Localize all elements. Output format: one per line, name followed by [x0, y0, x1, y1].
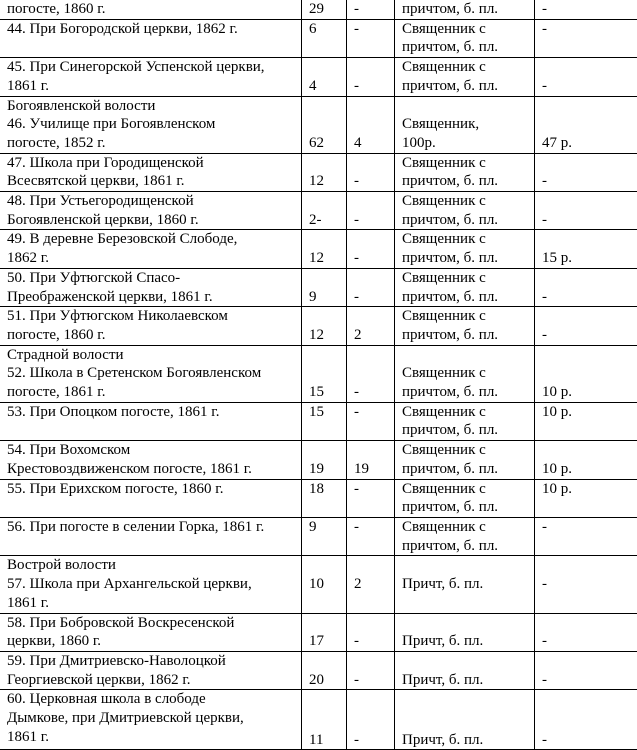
pupils-cell: 9	[302, 517, 347, 555]
table-row	[0, 441, 637, 479]
school-name-cell-line: 1861 г.	[7, 594, 297, 613]
pupils-cell: 12	[302, 230, 347, 268]
school-name-cell-line: 55. При Ерихском погосте, 1860 г.	[7, 480, 297, 499]
teacher-cell-line: причтом, б. пл.	[402, 537, 530, 556]
table-row	[0, 268, 637, 306]
teacher-cell	[395, 441, 535, 479]
school-name-cell-line: Георгиевской церкви, 1862 г.	[7, 671, 297, 690]
pupils-cell: 4	[302, 58, 347, 96]
school-name-cell	[0, 613, 302, 651]
teacher-cell-line: Священник с	[402, 403, 530, 422]
girls-cell: 19	[347, 441, 395, 479]
school-name-cell	[0, 441, 302, 479]
pupils-cell: 18	[302, 479, 347, 517]
table-row	[0, 517, 637, 555]
girls-cell: -	[347, 268, 395, 306]
table-row	[0, 230, 637, 268]
teacher-cell-line: Причт, б. пл.	[402, 575, 530, 594]
pay-cell: 10 р.	[535, 479, 637, 517]
girls-cell: -	[347, 230, 395, 268]
school-name-cell	[0, 268, 302, 306]
girls-cell: -	[347, 479, 395, 517]
girls-cell: -	[347, 690, 395, 750]
school-name-cell-line: 1861 г.	[7, 77, 297, 96]
pay-cell: -	[535, 153, 637, 191]
girls-cell: 2	[347, 307, 395, 345]
pay-cell: -	[535, 517, 637, 555]
table-row	[0, 153, 637, 191]
school-name-cell-line: Богоявленской волости	[7, 97, 297, 116]
teacher-cell	[395, 479, 535, 517]
table-row	[0, 402, 637, 440]
teacher-cell-line: Священник с	[402, 307, 530, 326]
school-name-cell-line: 54. При Вохомском	[7, 441, 297, 460]
school-name-cell	[0, 0, 302, 19]
school-name-cell-line: Страдной волости	[7, 346, 297, 365]
girls-cell: -	[347, 345, 395, 402]
teacher-cell	[395, 96, 535, 153]
table-row	[0, 19, 637, 57]
girls-cell: -	[347, 651, 395, 689]
school-name-cell	[0, 345, 302, 402]
teacher-cell	[395, 307, 535, 345]
school-name-cell-line: 46. Училище при Богоявленском	[7, 115, 297, 134]
school-name-cell	[0, 19, 302, 57]
pupils-cell: 6	[302, 19, 347, 57]
pay-cell: -	[535, 613, 637, 651]
school-name-cell	[0, 192, 302, 230]
table-row	[0, 96, 637, 153]
school-name-cell-line: 1862 г.	[7, 249, 297, 268]
teacher-cell-line: причтом, б. пл.	[402, 288, 530, 307]
girls-cell: 2	[347, 556, 395, 613]
teacher-cell	[395, 651, 535, 689]
pupils-cell: 15	[302, 345, 347, 402]
pay-cell: 15 р.	[535, 230, 637, 268]
teacher-cell-line: причтом, б. пл.	[402, 0, 530, 19]
pay-cell: -	[535, 556, 637, 613]
teacher-cell	[395, 268, 535, 306]
teacher-cell-line: причтом, б. пл.	[402, 460, 530, 479]
school-name-cell	[0, 556, 302, 613]
school-name-cell	[0, 230, 302, 268]
school-name-cell-line: погосте, 1852 г.	[7, 134, 297, 153]
table-row	[0, 556, 637, 613]
teacher-cell	[395, 0, 535, 19]
school-name-cell	[0, 96, 302, 153]
school-name-cell-line: погосте, 1860 г.	[7, 0, 297, 19]
teacher-cell	[395, 19, 535, 57]
school-name-cell	[0, 58, 302, 96]
school-name-cell-line: Дымкове, при Дмитриевской церкви,	[7, 709, 297, 728]
school-name-cell-line: Крестовоздвиженском погосте, 1861 г.	[7, 460, 297, 479]
teacher-cell-line: 100р.	[402, 134, 530, 153]
pay-cell: -	[535, 307, 637, 345]
girls-cell: -	[347, 153, 395, 191]
teacher-cell	[395, 153, 535, 191]
teacher-cell-line: Священник с	[402, 364, 530, 383]
table-row	[0, 0, 637, 19]
school-name-cell-line: 45. При Синегорской Успенской церкви,	[7, 58, 297, 77]
school-name-cell	[0, 479, 302, 517]
pupils-cell: 12	[302, 307, 347, 345]
teacher-cell	[395, 402, 535, 440]
school-name-cell-line: 59. При Дмитриевско-Наволоцкой	[7, 652, 297, 671]
teacher-cell-line: Священник,	[402, 115, 530, 134]
table-row	[0, 58, 637, 96]
girls-cell: -	[347, 19, 395, 57]
pay-cell: -	[535, 19, 637, 57]
pupils-cell: 11	[302, 690, 347, 750]
table-row	[0, 345, 637, 402]
teacher-cell-line: причтом, б. пл.	[402, 421, 530, 440]
pupils-cell: 10	[302, 556, 347, 613]
school-name-cell-line: 50. При Уфтюгской Спасо-	[7, 269, 297, 288]
school-name-cell-line: Всесвятской церкви, 1861 г.	[7, 172, 297, 191]
school-name-cell-line: 56. При погосте в селении Горка, 1861 г.	[7, 518, 297, 537]
girls-cell: -	[347, 517, 395, 555]
teacher-cell-line: Священник с	[402, 192, 530, 211]
girls-cell: -	[347, 58, 395, 96]
pupils-cell: 9	[302, 268, 347, 306]
school-name-cell-line: 1861 г.	[7, 728, 297, 747]
school-name-cell	[0, 517, 302, 555]
teacher-cell-line: Причт, б. пл.	[402, 671, 530, 690]
teacher-cell-line: причтом, б. пл.	[402, 38, 530, 57]
school-name-cell-line: церкви, 1860 г.	[7, 632, 297, 651]
teacher-cell-line: причтом, б. пл.	[402, 498, 530, 517]
teacher-cell-line: Священник с	[402, 480, 530, 499]
teacher-cell	[395, 690, 535, 750]
school-name-cell-line: погосте, 1861 г.	[7, 383, 297, 402]
teacher-cell	[395, 58, 535, 96]
teacher-cell-line: Причт, б. пл.	[402, 632, 530, 651]
teacher-cell-line: причтом, б. пл.	[402, 326, 530, 345]
teacher-cell-line: Священник с	[402, 518, 530, 537]
school-name-cell-line: 49. В деревне Березовской Слободе,	[7, 230, 297, 249]
teacher-cell-line: причтом, б. пл.	[402, 383, 530, 402]
pupils-cell: 2-	[302, 192, 347, 230]
school-name-cell	[0, 153, 302, 191]
teacher-cell-line: Священник с	[402, 230, 530, 249]
pupils-cell: 17	[302, 613, 347, 651]
girls-cell: -	[347, 613, 395, 651]
school-name-cell	[0, 307, 302, 345]
pay-cell: -	[535, 690, 637, 750]
teacher-cell	[395, 192, 535, 230]
pay-cell: -	[535, 192, 637, 230]
teacher-cell	[395, 345, 535, 402]
table-row	[0, 192, 637, 230]
pay-cell: -	[535, 268, 637, 306]
table-row	[0, 690, 637, 750]
teacher-cell-line: Священник с	[402, 20, 530, 39]
school-name-cell-line: Преображенской церкви, 1861 г.	[7, 288, 297, 307]
table-row	[0, 479, 637, 517]
school-name-cell-line: 53. При Опоцком погосте, 1861 г.	[7, 403, 297, 422]
school-name-cell-line: Богоявленской церкви, 1860 г.	[7, 211, 297, 230]
teacher-cell	[395, 517, 535, 555]
school-name-cell-line: 60. Церковная школа в слободе	[7, 690, 297, 709]
teacher-cell-line: Священник с	[402, 269, 530, 288]
girls-cell: -	[347, 192, 395, 230]
table-row	[0, 651, 637, 689]
teacher-cell-line: Священник с	[402, 154, 530, 173]
pupils-cell: 19	[302, 441, 347, 479]
school-name-cell-line: 58. При Бобровской Воскресенской	[7, 614, 297, 633]
school-name-cell-line: 44. При Богородской церкви, 1862 г.	[7, 20, 297, 39]
teacher-cell	[395, 613, 535, 651]
pay-cell: -	[535, 58, 637, 96]
table-row	[0, 307, 637, 345]
pay-cell: -	[535, 651, 637, 689]
school-name-cell-line: 57. Школа при Архангельской церкви,	[7, 575, 297, 594]
school-name-cell-line: 51. При Уфтюгском Николаевском	[7, 307, 297, 326]
girls-cell: 4	[347, 96, 395, 153]
pupils-cell: 62	[302, 96, 347, 153]
school-name-cell-line: 48. При Устьегородищенской	[7, 192, 297, 211]
girls-cell: -	[347, 0, 395, 19]
teacher-cell-line: Священник с	[402, 441, 530, 460]
pupils-cell: 15	[302, 402, 347, 440]
girls-cell: -	[347, 402, 395, 440]
pay-cell: 10 р.	[535, 441, 637, 479]
pupils-cell: 20	[302, 651, 347, 689]
teacher-cell-line: причтом, б. пл.	[402, 172, 530, 191]
school-name-cell	[0, 690, 302, 750]
school-name-cell	[0, 402, 302, 440]
pupils-cell: 29	[302, 0, 347, 19]
teacher-cell	[395, 230, 535, 268]
teacher-cell-line: причтом, б. пл.	[402, 249, 530, 268]
pay-cell: -	[535, 0, 637, 19]
teacher-cell	[395, 556, 535, 613]
pay-cell: 10 р.	[535, 402, 637, 440]
pay-cell: 47 р.	[535, 96, 637, 153]
pay-cell: 10 р.	[535, 345, 637, 402]
school-name-cell	[0, 651, 302, 689]
school-name-cell-line: 47. Школа при Городищенской	[7, 154, 297, 173]
teacher-cell-line: причтом, б. пл.	[402, 211, 530, 230]
school-name-cell-line: Вострой волости	[7, 556, 297, 575]
pupils-cell: 12	[302, 153, 347, 191]
school-name-cell-line: погосте, 1860 г.	[7, 326, 297, 345]
teacher-cell-line: Священник с	[402, 58, 530, 77]
school-name-cell-line: 52. Школа в Сретенском Богоявленском	[7, 364, 297, 383]
table-row	[0, 613, 637, 651]
teacher-cell-line: Причт, б. пл.	[402, 731, 530, 750]
teacher-cell-line: причтом, б. пл.	[402, 77, 530, 96]
